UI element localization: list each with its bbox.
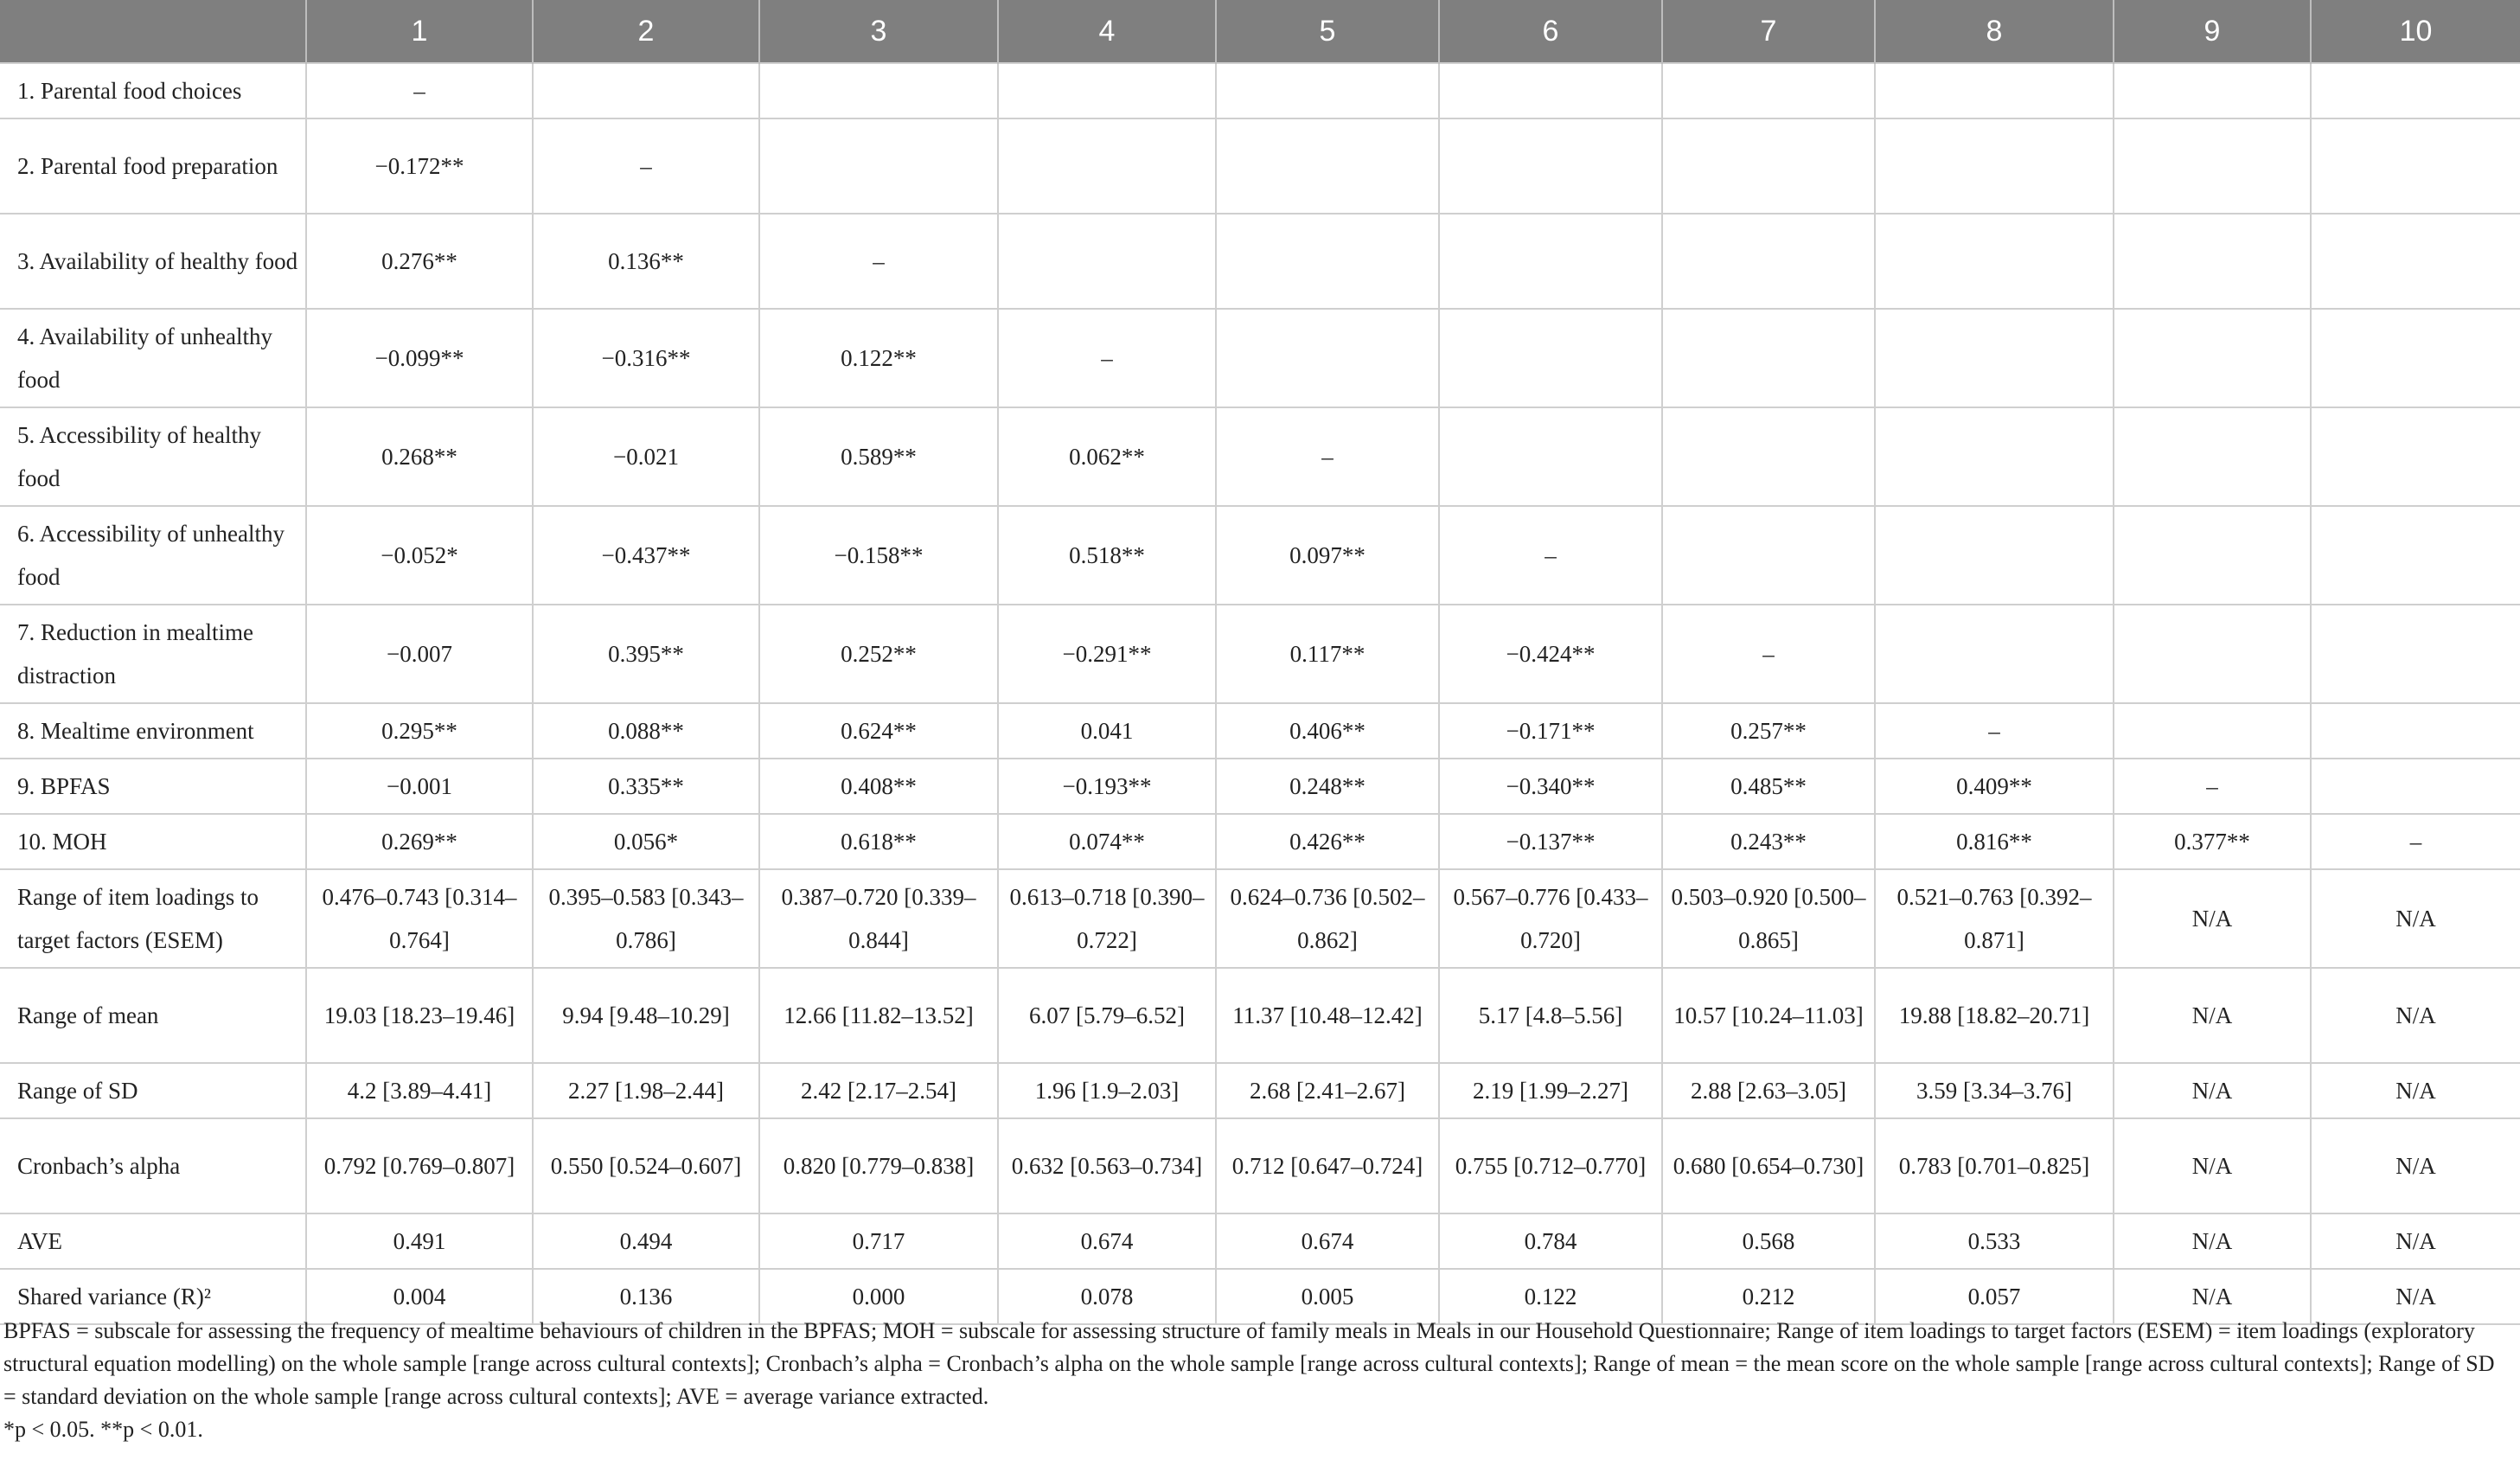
table-cell: 0.792 [0.769–0.807] bbox=[306, 1118, 533, 1213]
table-cell bbox=[2114, 605, 2311, 703]
table-cell: 0.078 bbox=[998, 1269, 1216, 1324]
table-row bbox=[0, 703, 2520, 759]
table-footnote bbox=[0, 1315, 2503, 1446]
header-cell-1: 1 bbox=[306, 0, 533, 63]
table-cell: −0.052* bbox=[306, 506, 533, 605]
table-cell: 2.88 [2.63–3.05] bbox=[1662, 1063, 1875, 1118]
table-cell bbox=[2311, 214, 2520, 309]
table-cell bbox=[998, 118, 1216, 214]
table-cell: 2.19 [1.99–2.27] bbox=[1439, 1063, 1662, 1118]
row-label: 5. Accessibility of healthy food bbox=[0, 407, 306, 506]
table-row bbox=[0, 759, 2520, 814]
table-cell: 0.377** bbox=[2114, 814, 2311, 869]
table-cell bbox=[2114, 309, 2311, 407]
table-cell bbox=[2311, 63, 2520, 118]
table-cell: −0.171** bbox=[1439, 703, 1662, 759]
table-cell: 0.387–0.720 [0.339–0.844] bbox=[759, 869, 998, 968]
table-cell: 0.212 bbox=[1662, 1269, 1875, 1324]
table-cell: 0.041 bbox=[998, 703, 1216, 759]
table-cell: – bbox=[2311, 814, 2520, 869]
table-cell: 0.491 bbox=[306, 1213, 533, 1269]
table-cell: N/A bbox=[2114, 1269, 2311, 1324]
header-cell-8: 8 bbox=[1875, 0, 2114, 63]
table-cell: 1.96 [1.9–2.03] bbox=[998, 1063, 1216, 1118]
table-cell: 0.618** bbox=[759, 814, 998, 869]
table-cell: N/A bbox=[2311, 1118, 2520, 1213]
row-label: 1. Parental food choices bbox=[0, 63, 306, 118]
table-cell: N/A bbox=[2114, 1063, 2311, 1118]
table-cell: 0.252** bbox=[759, 605, 998, 703]
row-label: 4. Availability of unhealthy food bbox=[0, 309, 306, 407]
table-cell bbox=[1875, 214, 2114, 309]
table-cell: −0.316** bbox=[533, 309, 759, 407]
table-cell: 0.784 bbox=[1439, 1213, 1662, 1269]
table-cell: 0.122** bbox=[759, 309, 998, 407]
header-cell-6: 6 bbox=[1439, 0, 1662, 63]
table-cell: 0.409** bbox=[1875, 759, 2114, 814]
table-cell bbox=[2311, 506, 2520, 605]
table-cell: 0.004 bbox=[306, 1269, 533, 1324]
table-cell bbox=[2114, 63, 2311, 118]
table-cell: 0.248** bbox=[1216, 759, 1439, 814]
table-cell: 0.122 bbox=[1439, 1269, 1662, 1324]
header-cell-4: 4 bbox=[998, 0, 1216, 63]
table-cell: 0.097** bbox=[1216, 506, 1439, 605]
table-cell bbox=[1662, 309, 1875, 407]
table-cell bbox=[1875, 407, 2114, 506]
table-cell bbox=[759, 63, 998, 118]
row-label: 10. MOH bbox=[0, 814, 306, 869]
table-cell bbox=[1875, 118, 2114, 214]
table-cell: 0.136** bbox=[533, 214, 759, 309]
table-cell: 0.276** bbox=[306, 214, 533, 309]
table-row bbox=[0, 309, 2520, 407]
table-cell: 10.57 [10.24–11.03] bbox=[1662, 968, 1875, 1063]
table-cell bbox=[1662, 506, 1875, 605]
table-cell: −0.021 bbox=[533, 407, 759, 506]
table-cell: 3.59 [3.34–3.76] bbox=[1875, 1063, 2114, 1118]
table-cell bbox=[1439, 118, 1662, 214]
table-cell: 0.395–0.583 [0.343–0.786] bbox=[533, 869, 759, 968]
table-row bbox=[0, 869, 2520, 968]
table-row bbox=[0, 814, 2520, 869]
table-cell: 0.613–0.718 [0.390–0.722] bbox=[998, 869, 1216, 968]
row-label: 8. Mealtime environment bbox=[0, 703, 306, 759]
header-cell-9: 9 bbox=[2114, 0, 2311, 63]
table-cell: 0.674 bbox=[998, 1213, 1216, 1269]
table-cell bbox=[1439, 309, 1662, 407]
row-label: 3. Availability of healthy food bbox=[0, 214, 306, 309]
table-cell: 0.485** bbox=[1662, 759, 1875, 814]
table-cell bbox=[1662, 63, 1875, 118]
table-cell bbox=[2311, 605, 2520, 703]
table-cell: N/A bbox=[2311, 869, 2520, 968]
table-row bbox=[0, 63, 2520, 118]
row-label: 6. Accessibility of unhealthy food bbox=[0, 506, 306, 605]
table-cell: 0.295** bbox=[306, 703, 533, 759]
table-cell: 0.680 [0.654–0.730] bbox=[1662, 1118, 1875, 1213]
table-cell bbox=[2114, 214, 2311, 309]
table-cell: N/A bbox=[2311, 968, 2520, 1063]
header-row bbox=[0, 0, 2520, 63]
table-cell: 0.712 [0.647–0.724] bbox=[1216, 1118, 1439, 1213]
table-cell bbox=[1439, 214, 1662, 309]
table-cell: 0.062** bbox=[998, 407, 1216, 506]
table-cell: −0.099** bbox=[306, 309, 533, 407]
table-cell: 0.624** bbox=[759, 703, 998, 759]
table-cell: 0.243** bbox=[1662, 814, 1875, 869]
table-cell bbox=[1662, 118, 1875, 214]
table-cell: −0.158** bbox=[759, 506, 998, 605]
table-cell: 0.335** bbox=[533, 759, 759, 814]
header-cell-blank bbox=[0, 0, 306, 63]
table-cell bbox=[998, 63, 1216, 118]
table-cell: 0.820 [0.779–0.838] bbox=[759, 1118, 998, 1213]
row-label: AVE bbox=[0, 1213, 306, 1269]
table-cell: −0.001 bbox=[306, 759, 533, 814]
table-cell: – bbox=[533, 118, 759, 214]
row-label: Shared variance (R)² bbox=[0, 1269, 306, 1324]
table-cell: 0.521–0.763 [0.392–0.871] bbox=[1875, 869, 2114, 968]
row-label: 9. BPFAS bbox=[0, 759, 306, 814]
table-row bbox=[0, 214, 2520, 309]
table-cell: −0.424** bbox=[1439, 605, 1662, 703]
table-cell: 0.268** bbox=[306, 407, 533, 506]
table-cell: 4.2 [3.89–4.41] bbox=[306, 1063, 533, 1118]
table-cell bbox=[998, 214, 1216, 309]
table-cell: −0.137** bbox=[1439, 814, 1662, 869]
table-cell: 0.269** bbox=[306, 814, 533, 869]
table-cell: 19.88 [18.82–20.71] bbox=[1875, 968, 2114, 1063]
table-cell: 0.494 bbox=[533, 1213, 759, 1269]
table-cell bbox=[1875, 63, 2114, 118]
table-cell: 9.94 [9.48–10.29] bbox=[533, 968, 759, 1063]
row-label: Range of SD bbox=[0, 1063, 306, 1118]
table-cell: 6.07 [5.79–6.52] bbox=[998, 968, 1216, 1063]
table-cell: 0.533 bbox=[1875, 1213, 2114, 1269]
table-cell: 2.68 [2.41–2.67] bbox=[1216, 1063, 1439, 1118]
row-label: 7. Reduction in mealtime distraction bbox=[0, 605, 306, 703]
table-cell: 0.674 bbox=[1216, 1213, 1439, 1269]
table-cell bbox=[2114, 118, 2311, 214]
table-cell: – bbox=[1875, 703, 2114, 759]
table-cell bbox=[1216, 214, 1439, 309]
row-label: Cronbach’s alpha bbox=[0, 1118, 306, 1213]
table-cell bbox=[1216, 118, 1439, 214]
table-cell: 0.476–0.743 [0.314–0.764] bbox=[306, 869, 533, 968]
table-cell bbox=[1875, 309, 2114, 407]
table-cell: N/A bbox=[2114, 968, 2311, 1063]
table-cell bbox=[1216, 63, 1439, 118]
table-row bbox=[0, 506, 2520, 605]
row-label: Range of item loadings to target factors (ESEM) bbox=[0, 869, 306, 968]
table-cell: N/A bbox=[2311, 1269, 2520, 1324]
table-cell: −0.340** bbox=[1439, 759, 1662, 814]
table-cell bbox=[1216, 309, 1439, 407]
table-cell: 0.503–0.920 [0.500–0.865] bbox=[1662, 869, 1875, 968]
table-cell: – bbox=[1662, 605, 1875, 703]
header-cell-2: 2 bbox=[533, 0, 759, 63]
table-cell: 0.717 bbox=[759, 1213, 998, 1269]
table-cell: −0.291** bbox=[998, 605, 1216, 703]
table-cell bbox=[2311, 759, 2520, 814]
table-cell: N/A bbox=[2114, 1118, 2311, 1213]
table-cell bbox=[1662, 214, 1875, 309]
table-cell: 0.783 [0.701–0.825] bbox=[1875, 1118, 2114, 1213]
table-cell: 19.03 [18.23–19.46] bbox=[306, 968, 533, 1063]
significance-note: *p < 0.05. **p < 0.01. bbox=[3, 1417, 203, 1442]
table-cell: 0.518** bbox=[998, 506, 1216, 605]
table-cell: 0.005 bbox=[1216, 1269, 1439, 1324]
table-cell: −0.007 bbox=[306, 605, 533, 703]
table-cell: – bbox=[2114, 759, 2311, 814]
table-cell: 2.42 [2.17–2.54] bbox=[759, 1063, 998, 1118]
table-row bbox=[0, 1063, 2520, 1118]
header-cell-5: 5 bbox=[1216, 0, 1439, 63]
table-cell: – bbox=[306, 63, 533, 118]
table-cell: 0.624–0.736 [0.502–0.862] bbox=[1216, 869, 1439, 968]
table-cell: −0.172** bbox=[306, 118, 533, 214]
table-cell: 5.17 [4.8–5.56] bbox=[1439, 968, 1662, 1063]
table-cell: 0.406** bbox=[1216, 703, 1439, 759]
table-cell: 0.755 [0.712–0.770] bbox=[1439, 1118, 1662, 1213]
table-cell: 0.426** bbox=[1216, 814, 1439, 869]
table-cell: 0.117** bbox=[1216, 605, 1439, 703]
table-cell bbox=[1439, 63, 1662, 118]
header-cell-3: 3 bbox=[759, 0, 998, 63]
table-cell: N/A bbox=[2114, 1213, 2311, 1269]
table-cell bbox=[1875, 605, 2114, 703]
table-cell: – bbox=[1216, 407, 1439, 506]
table-cell: 0.589** bbox=[759, 407, 998, 506]
table-cell bbox=[2114, 506, 2311, 605]
table-row bbox=[0, 1118, 2520, 1213]
table-cell: – bbox=[759, 214, 998, 309]
table-cell: 0.074** bbox=[998, 814, 1216, 869]
table-cell: 0.568 bbox=[1662, 1213, 1875, 1269]
table-row bbox=[0, 407, 2520, 506]
table-cell: 12.66 [11.82–13.52] bbox=[759, 968, 998, 1063]
table-cell bbox=[2311, 309, 2520, 407]
table-cell bbox=[2311, 703, 2520, 759]
table-cell: 0.257** bbox=[1662, 703, 1875, 759]
table-cell: 0.000 bbox=[759, 1269, 998, 1324]
table-cell: 0.567–0.776 [0.433–0.720] bbox=[1439, 869, 1662, 968]
table-cell bbox=[1875, 506, 2114, 605]
table-cell: 0.550 [0.524–0.607] bbox=[533, 1118, 759, 1213]
table-cell: – bbox=[998, 309, 1216, 407]
row-label: Range of mean bbox=[0, 968, 306, 1063]
header-cell-10: 10 bbox=[2311, 0, 2520, 63]
table-cell: N/A bbox=[2311, 1063, 2520, 1118]
table-cell: 0.136 bbox=[533, 1269, 759, 1324]
table-cell: N/A bbox=[2311, 1213, 2520, 1269]
table-cell bbox=[2311, 407, 2520, 506]
table-cell: 0.056* bbox=[533, 814, 759, 869]
table-cell: N/A bbox=[2114, 869, 2311, 968]
table-cell bbox=[533, 63, 759, 118]
table-cell: 2.27 [1.98–2.44] bbox=[533, 1063, 759, 1118]
table-cell bbox=[1662, 407, 1875, 506]
table-cell: 0.816** bbox=[1875, 814, 2114, 869]
table-cell bbox=[1439, 407, 1662, 506]
table-cell: −0.193** bbox=[998, 759, 1216, 814]
table-cell: 0.395** bbox=[533, 605, 759, 703]
table-cell: 0.088** bbox=[533, 703, 759, 759]
row-label: 2. Parental food preparation bbox=[0, 118, 306, 214]
table-row bbox=[0, 1213, 2520, 1269]
table-row bbox=[0, 118, 2520, 214]
header-cell-7: 7 bbox=[1662, 0, 1875, 63]
table-row bbox=[0, 968, 2520, 1063]
table-cell bbox=[2114, 407, 2311, 506]
table-cell bbox=[2114, 703, 2311, 759]
table-cell bbox=[2311, 118, 2520, 214]
table-cell: 0.057 bbox=[1875, 1269, 2114, 1324]
table-cell: 11.37 [10.48–12.42] bbox=[1216, 968, 1439, 1063]
table-row bbox=[0, 605, 2520, 703]
table-cell: 0.408** bbox=[759, 759, 998, 814]
table-cell: −0.437** bbox=[533, 506, 759, 605]
table-cell bbox=[759, 118, 998, 214]
table-cell: 0.632 [0.563–0.734] bbox=[998, 1118, 1216, 1213]
footnote-text: BPFAS = subscale for assessing the frequency of mealtime behaviours of children in the BPFAS; MOH = subscale for assessing structure of family meals in Meals in our Household Questionnaire; Range of item loadings to target factors (ESEM) = item loadings (exploratory structural equation modelling) on the whole sample [range across cultural contexts]; Cronbach’s alpha = Cronbach’s alpha on the whole sample [range across cultural contexts]; Range of mean = the mean score on the whole sample [range across cultural contexts]; Range of SD = standard deviation on the whole sample [range across cultural contexts]; AVE = average variance extracted. bbox=[3, 1318, 2495, 1409]
table-cell: – bbox=[1439, 506, 1662, 605]
table-body bbox=[0, 63, 2520, 1324]
